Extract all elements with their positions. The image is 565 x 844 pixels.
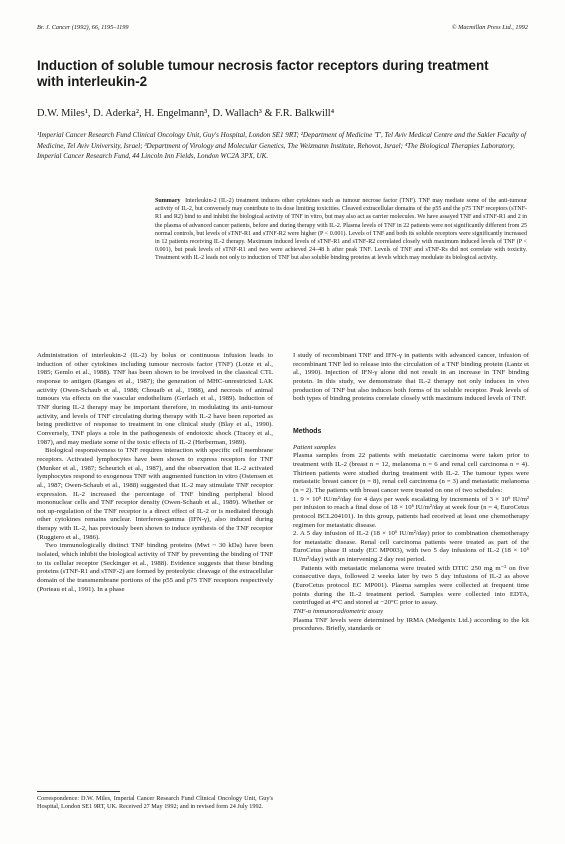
schedule-2: 2. A 5 day infusion of IL-2 (18 × 10⁶ IU/m²/day) prior to combination chemotherapy for metastatic disease. Renal cell carcinoma patients were treated as part of the EuroCetus phase II study (EC MP003), with two 5 day infusions of IL-2 (18 × 10⁶ IU/m²/day) with an intervening 2 day rest period. bbox=[293, 530, 529, 564]
affiliations: ¹Imperial Cancer Research Fund Clinical Oncology Unit, Guy's Hospital, London SE1 9RT; ²Department of Medicine 'T', Tel Aviv Medical Centre and the Sakler Faculty of Medicine, Tel Aviv University, Israel; ³Department of Virology and Molecular Genetics, The Weizmann Institute, Rehovot, Israel; ⁴The Biological Therapies Laboratory, Imperial Cancer Research Fund, 44 Lincoln Inn Fields, London WC2A 3PX, UK. bbox=[37, 131, 527, 161]
abstract bbox=[155, 197, 527, 263]
author-list: D.W. Miles¹, D. Aderka², H. Engelmann³, D. Wallach³ & F.R. Balkwill⁴ bbox=[37, 108, 335, 119]
methods-paragraph-2: Patients with metastatic melanoma were treated with DTIC 250 mg m⁻² on five consecutive days, followed 2 weeks later by two 5 day infusions of IL-2 as above (EuroCetus protocol EC MP001). Plasma samples were collected at frequent time points during the IL-2 treatment period. Samples were collected into EDTA, centrifuged at 4°C and stored at −20°C prior to assay. bbox=[293, 564, 529, 607]
intro-paragraph-1: Administration of interleukin-2 (IL-2) by bolus or continuous infusion leads to induction of other cytokines including tumour necrosis factor (TNF) (Lotze et al., 1985; Gemlo et al., 1988). TNF has been shown to be involved in the classical CTL response to antigen (Ranges et al., 1987); the generation of MHC-unrestricted LAK activity (Owen-Schaub et al., 1988; Chouaib et al., 1988), and necrosis of animal tumours via effects on the vascular endothelium (Gerlach et al., 1989). Induction of TNF during IL-2 therapy may be important therefore, in modulating its anti-tumour activity, and levels of TNF circulating during therapy with IL-2 have been reported as being predictive of response to treatment in one clinical study (Blay et al., 1990). Conversely, TNF plays a role in the pathogenesis of endotoxic shock (Tracey et al., 1987), and may mediate some of the toxic effects of IL-2 (Herberman, 1989). bbox=[37, 352, 273, 446]
assay-heading: TNF-α immunoradiometric assay bbox=[293, 608, 384, 616]
paper-title: Induction of soluble tumour necrosis factor receptors during treatment with interleukin-2 bbox=[37, 58, 489, 89]
methods-paragraph-3: Plasma TNF levels were determined by IRMA (Medgenix Ltd.) according to the kit procedures. Briefly, standards or bbox=[293, 616, 529, 633]
left-column bbox=[37, 352, 273, 594]
patient-samples-heading: Patient samples bbox=[293, 443, 336, 451]
intro-paragraph-2: Biological responsiveness to TNF requires interaction with specific cell membrane receptors. Activated lymphocytes have been shown to express receptors for TNF (Munker et al., 1987; Scheurich et al., 1987), and the observation that IL-2 activated lymphocytes respond to exogenous TNF with augmented function in vitro (Ostensen et al., 1987; Owen-Schaub et al., 1988) suggested that IL-2 may stimulate TNF receptor expression. IL-2 increased the percentage of TNF binding peripheral blood mononuclear cells and TNF receptor density (Owen-Schaub et al., 1989). Whether or not up-regulation of the TNF receptor is a direct effect of IL-2 or is mediated through other cytokines remains unclear. Interferon-gamma (IFN-γ), also induced during therapy with IL-2, has previously been shown to induce synthesis of the TNF receptor (Ruggiero et al., 1986). bbox=[37, 447, 273, 541]
intro-paragraph-3: Two immunologically distinct TNF binding proteins (Mwt ~ 30 kDa) have been isolated, which inhibit the biological activity of TNF by preventing the binding of TNF to its cellular receptor (Seckinger et al., 1988). Evidence suggests that these binding proteins (sTNF-R1 and sTNF-2) are formed by proteolytic cleavage of the extracellular domain of the transmembrane portions of the p55 and p75 TNF receptors respectively (Porteau et al., 1991). In a phase bbox=[37, 542, 273, 593]
abstract-text: Interleukin-2 (IL-2) treatment induces other cytokines such as tumour necrose factor (TNF). TNF may mediate some of the anti-tumour activity of IL-2, but conversely may contribute to its dose limiting toxicities. Cleaved extracellular domains of the p55 and the p75 TNF receptors (sTNF-R1 and R2) bind to and inhibit the biological activity of TNF in vitro, but may also act as carrier molecules. We have assayed TNF and sTNF-R1 and 2 in the plasma of advanced cancer patients, before and during therapy with IL-2. Plasma levels of TNF in 22 patients were not significantly different from 25 normal controls, but levels of sTNF-R1 and sTNF-R2 were higher (P < 0.001). Levels of TNF and both its soluble receptors were significantly increased in 12 patients receiving IL-2 therapy. Maximum induced levels of sTNF-R1 and sTNF-R2 correlated closely with maximum induced levels of TNF (P < 0.001), but peak levels of sTNF-R1 and two were achieved 24–48 h after peak TNF. Levels of TNF and sTNF-Rs did not correlate with toxicity. Treatment with IL-2 leads not only to induction of TNF but also soluble binding proteins at levels which may modulate its biological activity. bbox=[155, 198, 528, 262]
methods-paragraph-1: Plasma samples from 22 patients with metastatic carcinoma were taken prior to treatment with IL-2 (breast n = 12, melanoma n = 6 and renal cell carcinoma n = 4). Thirteen patients were studied during treatment with IL-2. The tumour types were metastatic breast cancer (n = 8), renal cell carcinoma (n = 3) and metastatic melanoma (n = 2). The patients with breast cancer were treated on one of two schedules: bbox=[293, 452, 529, 494]
methods-heading: Methods bbox=[293, 427, 322, 435]
footnote-rule bbox=[37, 791, 120, 792]
running-header bbox=[37, 24, 528, 34]
schedule-1: 1. 9 × 10⁶ IU/m²/day for 4 days per week escalating by increments of 3 × 10⁶ IU/m² per infusion to reach a final dose of 18 × 10⁶ IU/m²/day at week four (n = 4, EuroCetus protocol BCL204101). In this group, patients had received at least one chemotherapy regimen for metastatic disease. bbox=[293, 495, 529, 529]
journal-citation: Br. J. Cancer (1992), 66, 1195–1199 bbox=[37, 24, 129, 31]
correspondence-footnote: Correspondence: D.W. Miles, Imperial Cancer Research Fund Clinical Oncology Unit, Guy's Hospital, London SE1 9RT, UK. Received 27 May 1992; and in revised form 24 July 1992. bbox=[37, 795, 273, 810]
right-column bbox=[293, 352, 529, 634]
intro-paragraph-4: I study of recombinant TNF and IFN-γ in patients with advanced cancer, infusion of recombinant TNF led to release into the circulation of a TNF binding protein (Lantz et al., 1990). Injection of IFN-γ alone did not result in an increase in TNF binding protein. In this study, we demonstrate that IL-2 therapy not only induces in vivo production of TNF but also induces both forms of its soluble receptor. Peak levels of both types of binding proteins correlate closely with maximum induced levels of TNF. bbox=[293, 352, 529, 403]
abstract-label: Summary bbox=[155, 198, 181, 204]
publisher-copyright: © Macmillan Press Ltd., 1992 bbox=[451, 24, 528, 31]
